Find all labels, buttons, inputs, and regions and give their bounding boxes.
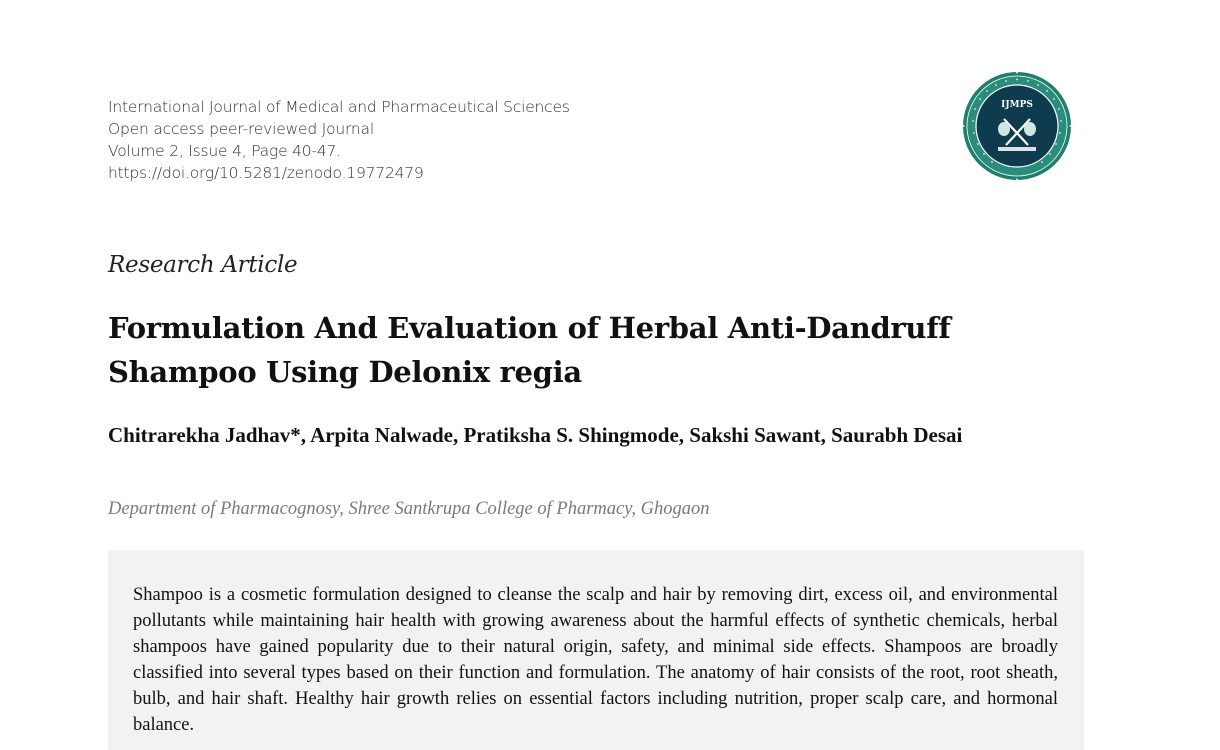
article-authors: Chitrarekha Jadhav*, Arpita Nalwade, Pratiksha S. Shingmode, Sakshi Sawant, Saurabh Desai (108, 423, 963, 447)
article-affiliation: Department of Pharmacognosy, Shree Santkrupa College of Pharmacy, Ghogaon (108, 499, 710, 519)
abstract-text: Shampoo is a cosmetic formulation designed to cleanse the scalp and hair by removing dirt, excess oil, and environmental pollutants while maintaining hair health with growing awareness about the harmful effects of synthetic chemicals, herbal shampoos have gained popularity due to their natural origin, safety, and minimal side effects. Shampoos are broadly classified into several types based on their function and formulation. The anatomy of hair consists of the root, root sheath, bulb, and hair shaft. Healthy hair growth relies on essential factors including nutrition, proper scalp care, and hormonal balance. (133, 585, 1058, 735)
journal-info (108, 96, 570, 184)
article-type: Research Article (108, 252, 298, 278)
journal-access: Open access peer-reviewed Journal (108, 120, 374, 138)
seal-abbrev: IJMPS (1001, 100, 1033, 110)
journal-name: International Journal of Medical and Pharmaceutical Sciences (108, 98, 570, 116)
article-title: Formulation And Evaluation of Herbal Anti-Dandruff Shampoo Using Delonix regia (108, 311, 951, 389)
abstract-box (108, 550, 1084, 750)
journal-seal-logo (962, 71, 1072, 181)
journal-volume: Volume 2, Issue 4, Page 40-47. (108, 142, 341, 160)
journal-doi-link[interactable]: https://doi.org/10.5281/zenodo.19772479 (108, 164, 424, 182)
